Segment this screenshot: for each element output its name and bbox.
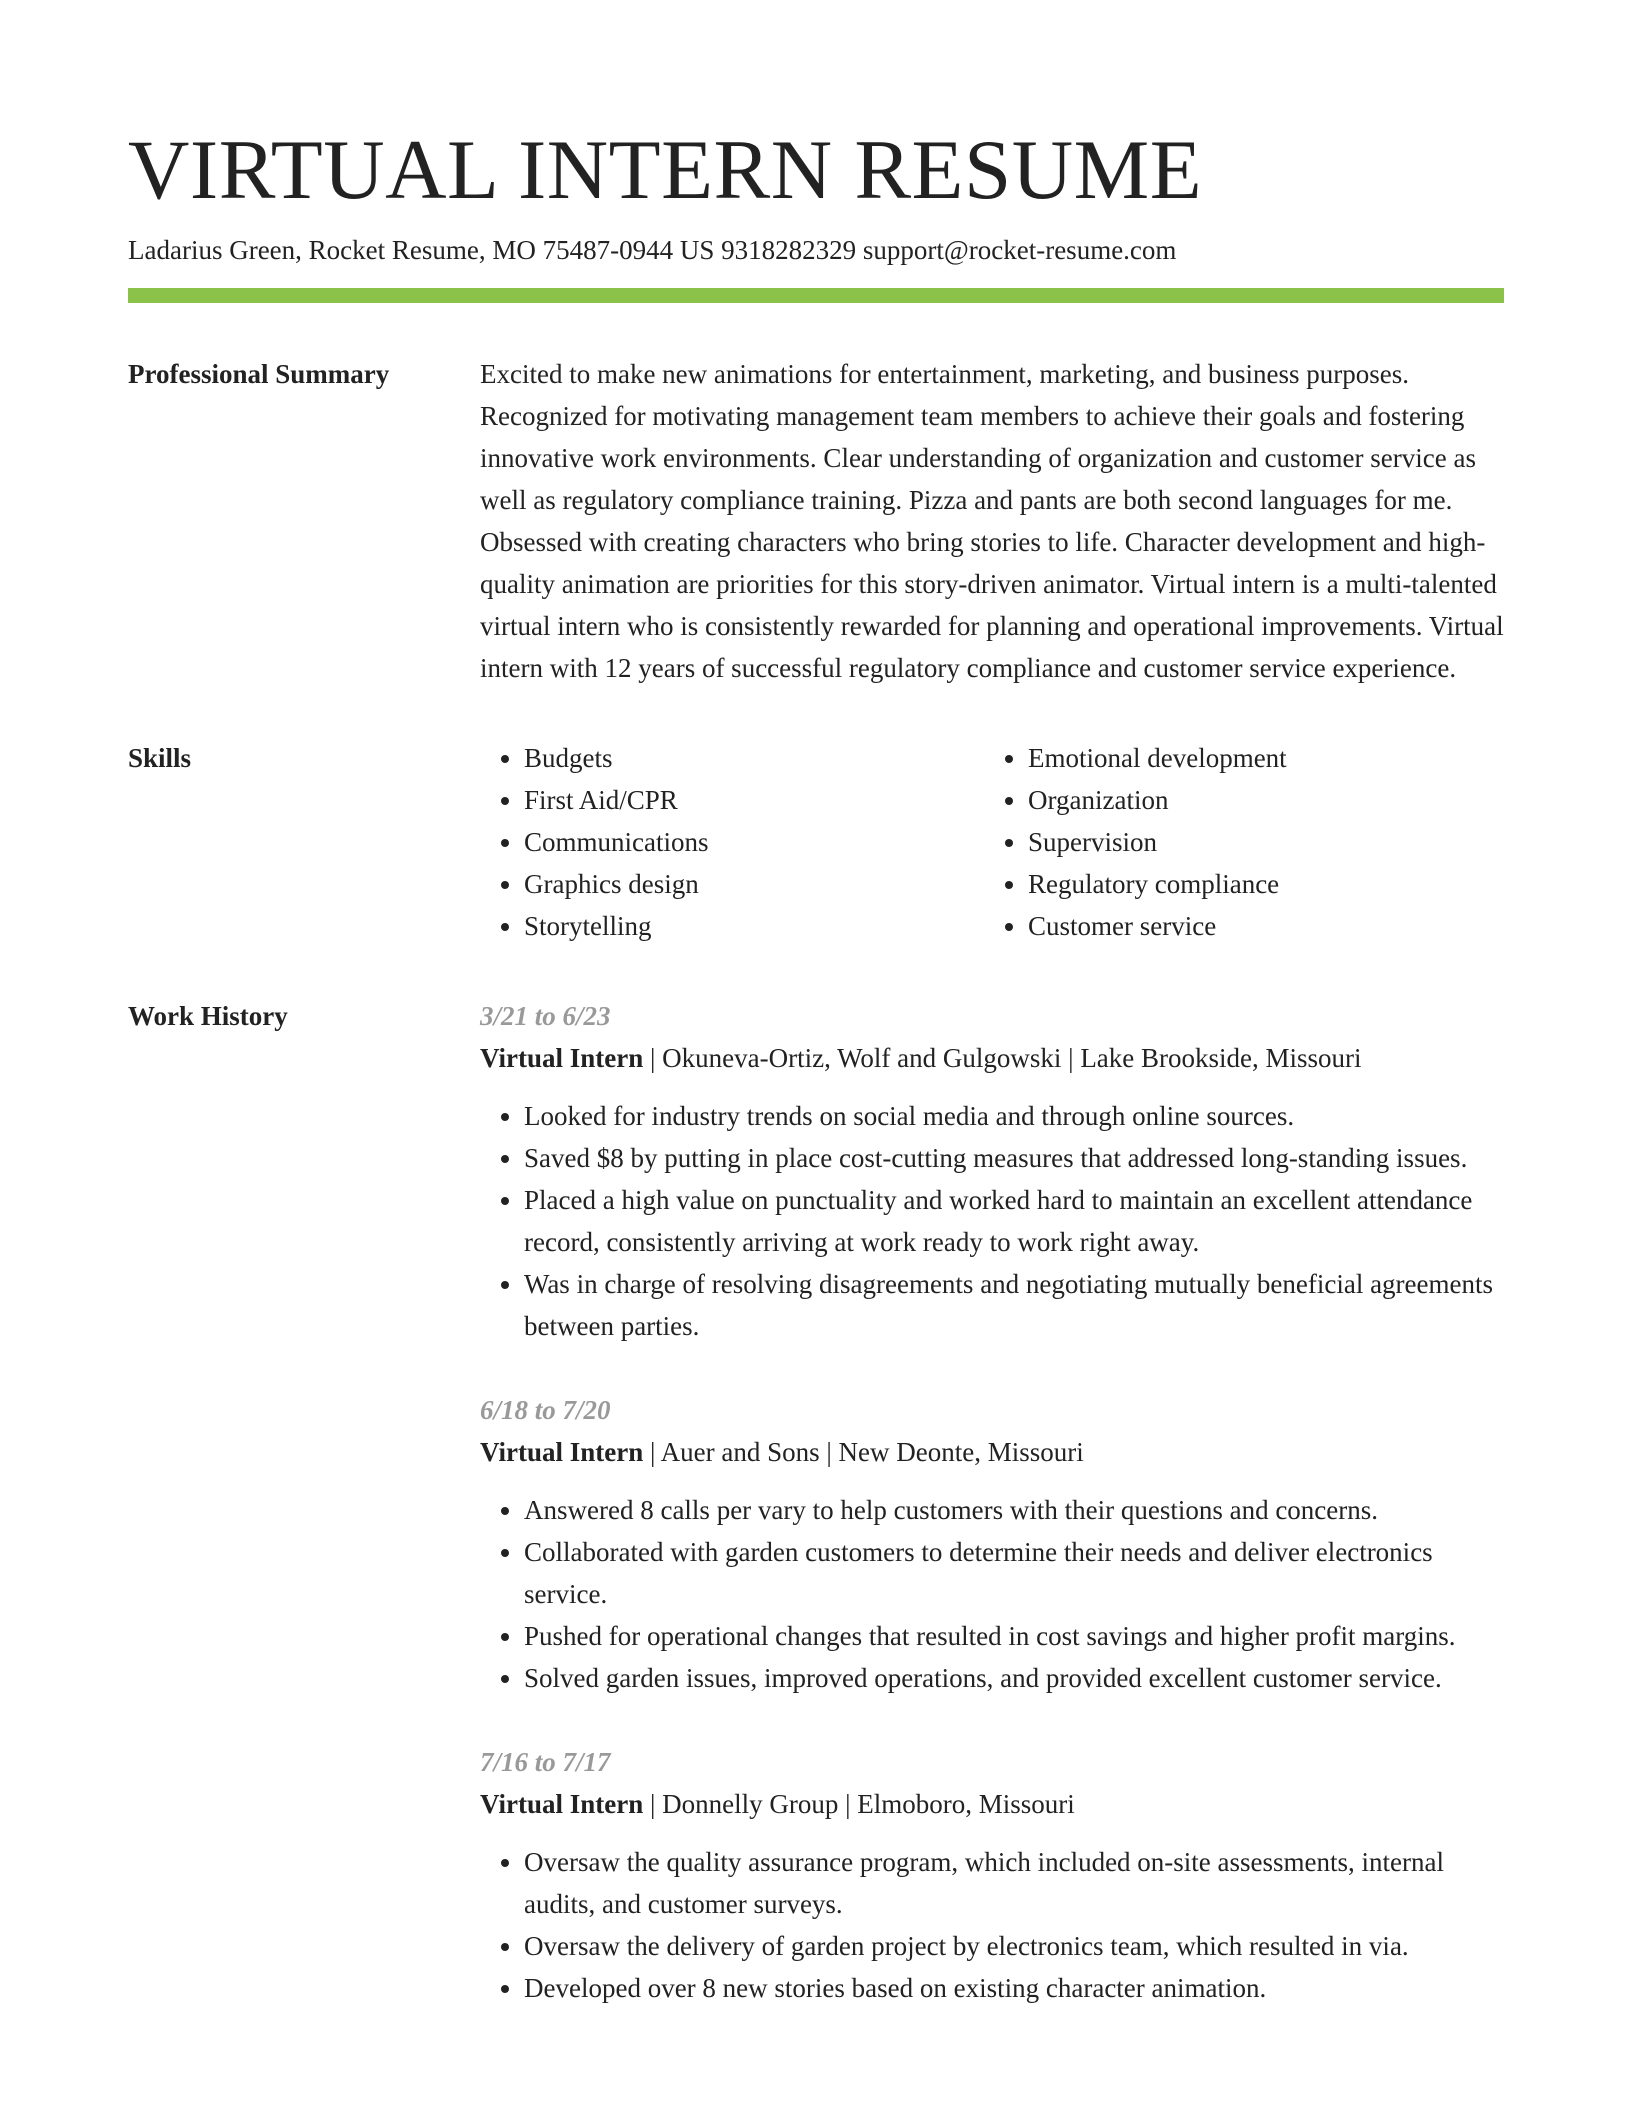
skills-list-left — [480, 737, 984, 947]
skill-item: • Communications — [524, 821, 984, 863]
skill-item: • Regulatory compliance — [1028, 863, 1488, 905]
work-history-label: Work History — [128, 1001, 288, 1031]
job-title: Virtual Intern — [480, 1437, 644, 1467]
skill-item: • Organization — [1028, 779, 1488, 821]
job-bullet: • Placed a high value on punctuality and worked hard to maintain an excellent attendance record, consistently arriving at work ready to work right away. — [524, 1179, 1504, 1263]
job-dates: 7/16 to 7/17 — [480, 1747, 611, 1777]
job-heading — [480, 1783, 1504, 1825]
accent-divider — [128, 288, 1504, 303]
job-title: Virtual Intern — [480, 1043, 644, 1073]
job-bullet: • Pushed for operational changes that resulted in cost savings and higher profit margins. — [524, 1615, 1504, 1657]
skill-item: • Supervision — [1028, 821, 1488, 863]
job-bullet: • Collaborated with garden customers to determine their needs and deliver electronics service. — [524, 1531, 1504, 1615]
resume-title: VIRTUAL INTERN RESUME — [128, 123, 1203, 217]
skill-item: • Emotional development — [1028, 737, 1488, 779]
job-bullet: • Developed over 8 new stories based on existing character animation. — [524, 1967, 1504, 2009]
job-bullet: • Was in charge of resolving disagreements and negotiating mutually beneficial agreements between parties. — [524, 1263, 1504, 1347]
work-history-body — [480, 995, 1504, 2051]
job-title: Virtual Intern — [480, 1789, 644, 1819]
summary-text: Excited to make new animations for entertainment, marketing, and business purposes. Recognized for motivating management team members to achieve their goals and fostering innovative work environments. Clear understanding of organization and customer service as well as regulatory compliance training. Pizza and pants are both second languages for me. Obsessed with creating characters who bring stories to life. Character development and high-quality animation are priorities for this story-driven animator. Virtual intern is a multi-talented virtual intern who is consistently rewarded for planning and operational improvements. Virtual intern with 12 years of successful regulatory compliance and customer service experience. — [480, 359, 1504, 683]
job-entry — [480, 995, 1504, 1347]
skill-item: • First Aid/CPR — [524, 779, 984, 821]
skill-item: • Customer service — [1028, 905, 1488, 947]
job-heading — [480, 1431, 1504, 1473]
skills-section — [128, 737, 1504, 947]
skills-list-right — [984, 737, 1488, 947]
job-bullet: • Oversaw the quality assurance program, which included on-site assessments, internal audits, and customer surveys. — [524, 1841, 1504, 1925]
job-bullets — [480, 1489, 1504, 1699]
contact-line: Ladarius Green, Rocket Resume, MO 75487-0944 US 9318282329 support@rocket-resume.com — [128, 235, 1177, 265]
summary-label: Professional Summary — [128, 359, 390, 389]
skills-label: Skills — [128, 743, 192, 773]
summary-section — [128, 353, 1504, 689]
skill-item: • Graphics design — [524, 863, 984, 905]
job-bullets — [480, 1095, 1504, 1347]
summary-body — [480, 353, 1504, 689]
job-details: | Okuneva-Ortiz, Wolf and Gulgowski | Lake Brookside, Missouri — [643, 1043, 1362, 1073]
job-heading — [480, 1037, 1504, 1079]
job-details: | Auer and Sons | New Deonte, Missouri — [643, 1437, 1084, 1467]
job-bullets — [480, 1841, 1504, 2009]
work-history-section — [128, 995, 1504, 2051]
job-entry — [480, 1389, 1504, 1699]
job-dates: 3/21 to 6/23 — [480, 1001, 611, 1031]
resume-page — [128, 122, 1504, 2051]
job-bullet: • Solved garden issues, improved operations, and provided excellent customer service. — [524, 1657, 1504, 1699]
skill-item: • Budgets — [524, 737, 984, 779]
job-bullet: • Oversaw the delivery of garden project by electronics team, which resulted in via. — [524, 1925, 1504, 1967]
job-bullet: • Saved $8 by putting in place cost-cutting measures that addressed long-standing issues. — [524, 1137, 1504, 1179]
skill-item: • Storytelling — [524, 905, 984, 947]
job-details: | Donnelly Group | Elmoboro, Missouri — [643, 1789, 1075, 1819]
job-bullet: • Looked for industry trends on social media and through online sources. — [524, 1095, 1504, 1137]
job-bullet: • Answered 8 calls per vary to help customers with their questions and concerns. — [524, 1489, 1504, 1531]
skills-body — [480, 737, 1504, 947]
job-entry — [480, 1741, 1504, 2009]
job-dates: 6/18 to 7/20 — [480, 1395, 611, 1425]
